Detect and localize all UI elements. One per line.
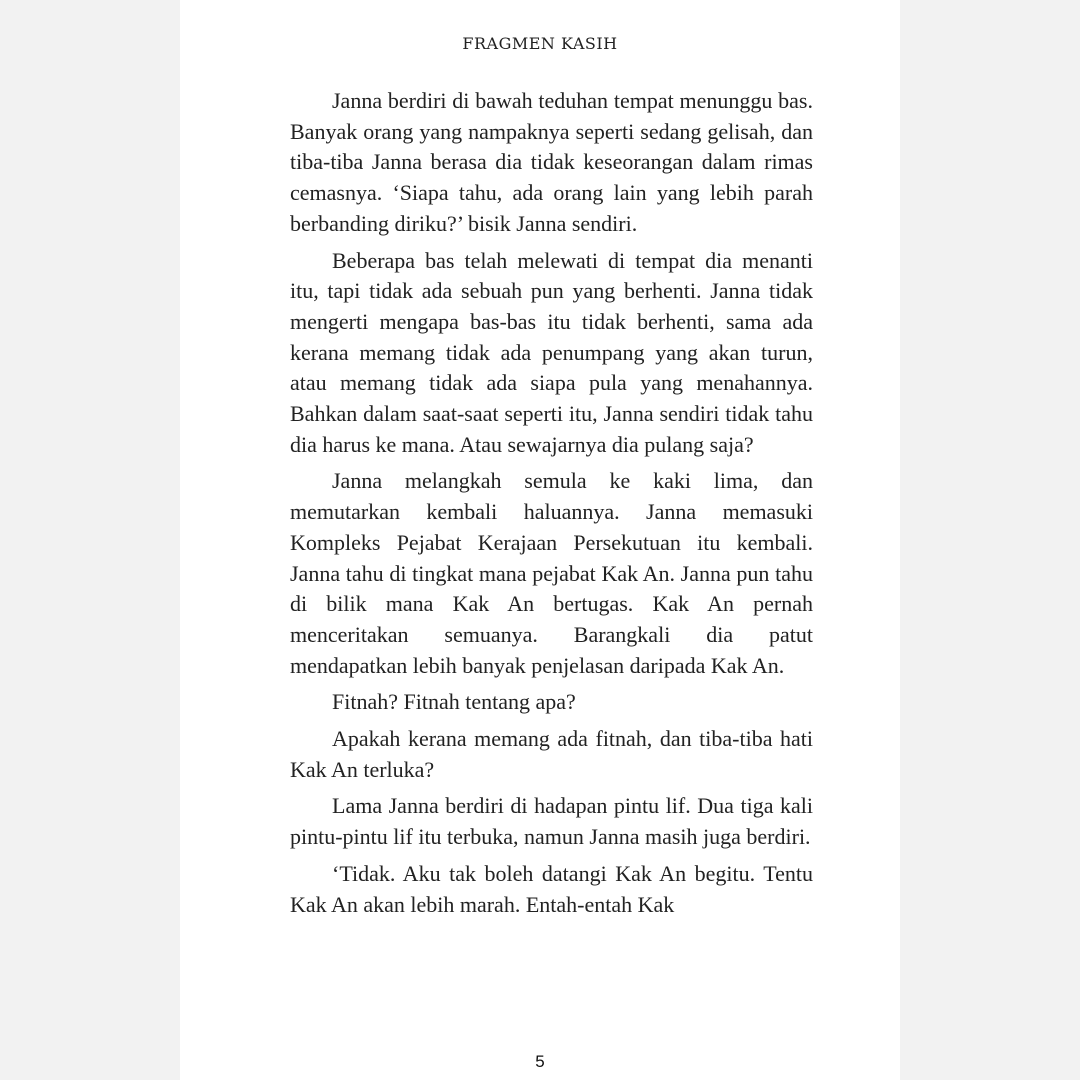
page-number: 5 xyxy=(535,1052,545,1071)
book-page xyxy=(180,0,900,1080)
paragraph: Lama Janna berdiri di hadapan pintu lif. Dua tiga kali pintu-pintu lif itu terbuka, namun Janna masih juga berdiri. xyxy=(290,793,813,850)
body-text xyxy=(290,86,813,926)
paragraph: Fitnah? Fitnah tentang apa? xyxy=(332,689,576,715)
paragraph: ‘Tidak. Aku tak boleh datangi Kak An begitu. Tentu Kak An akan lebih marah. Entah-entah Kak xyxy=(290,860,813,917)
paragraph: Janna berdiri di bawah teduhan tempat menunggu bas. Banyak orang yang nampaknya seperti sedang gelisah, dan tiba-tiba Janna berasa dia tidak keseorangan dalam rimas cemasnya. ‘Siapa tahu, ada orang lain yang lebih parah berbanding diriku?’ bisik Janna sendiri. xyxy=(290,88,813,236)
running-head-title: FRAGMEN KASIH xyxy=(462,34,618,53)
paragraph: Beberapa bas telah melewati di tempat dia menanti itu, tapi tidak ada sebuah pun yang berhenti. Janna tidak mengerti mengapa bas-bas itu tidak berhenti, sama ada kerana memang tidak ada penumpang yang akan turun, atau memang tidak ada siapa pula yang menahannya. Bahkan dalam saat-saat seperti itu, Janna sendiri tidak tahu dia harus ke mana. Atau sewajarnya dia pulang saja? xyxy=(290,247,813,457)
paragraph: Apakah kerana memang ada fitnah, dan tiba-tiba hati Kak An terluka? xyxy=(290,726,813,782)
paragraph: Janna melangkah semula ke kaki lima, dan memutarkan kembali haluannya. Janna memasuki Kompleks Pejabat Kerajaan Persekutuan itu kembali. Janna tahu di tingkat mana pejabat Kak An. Janna pun tahu di bilik mana Kak An bertugas. Kak An pernah menceritakan semuanya. Barangkali dia patut mendapatkan lebih banyak penjelasan daripada Kak An. xyxy=(290,468,813,678)
